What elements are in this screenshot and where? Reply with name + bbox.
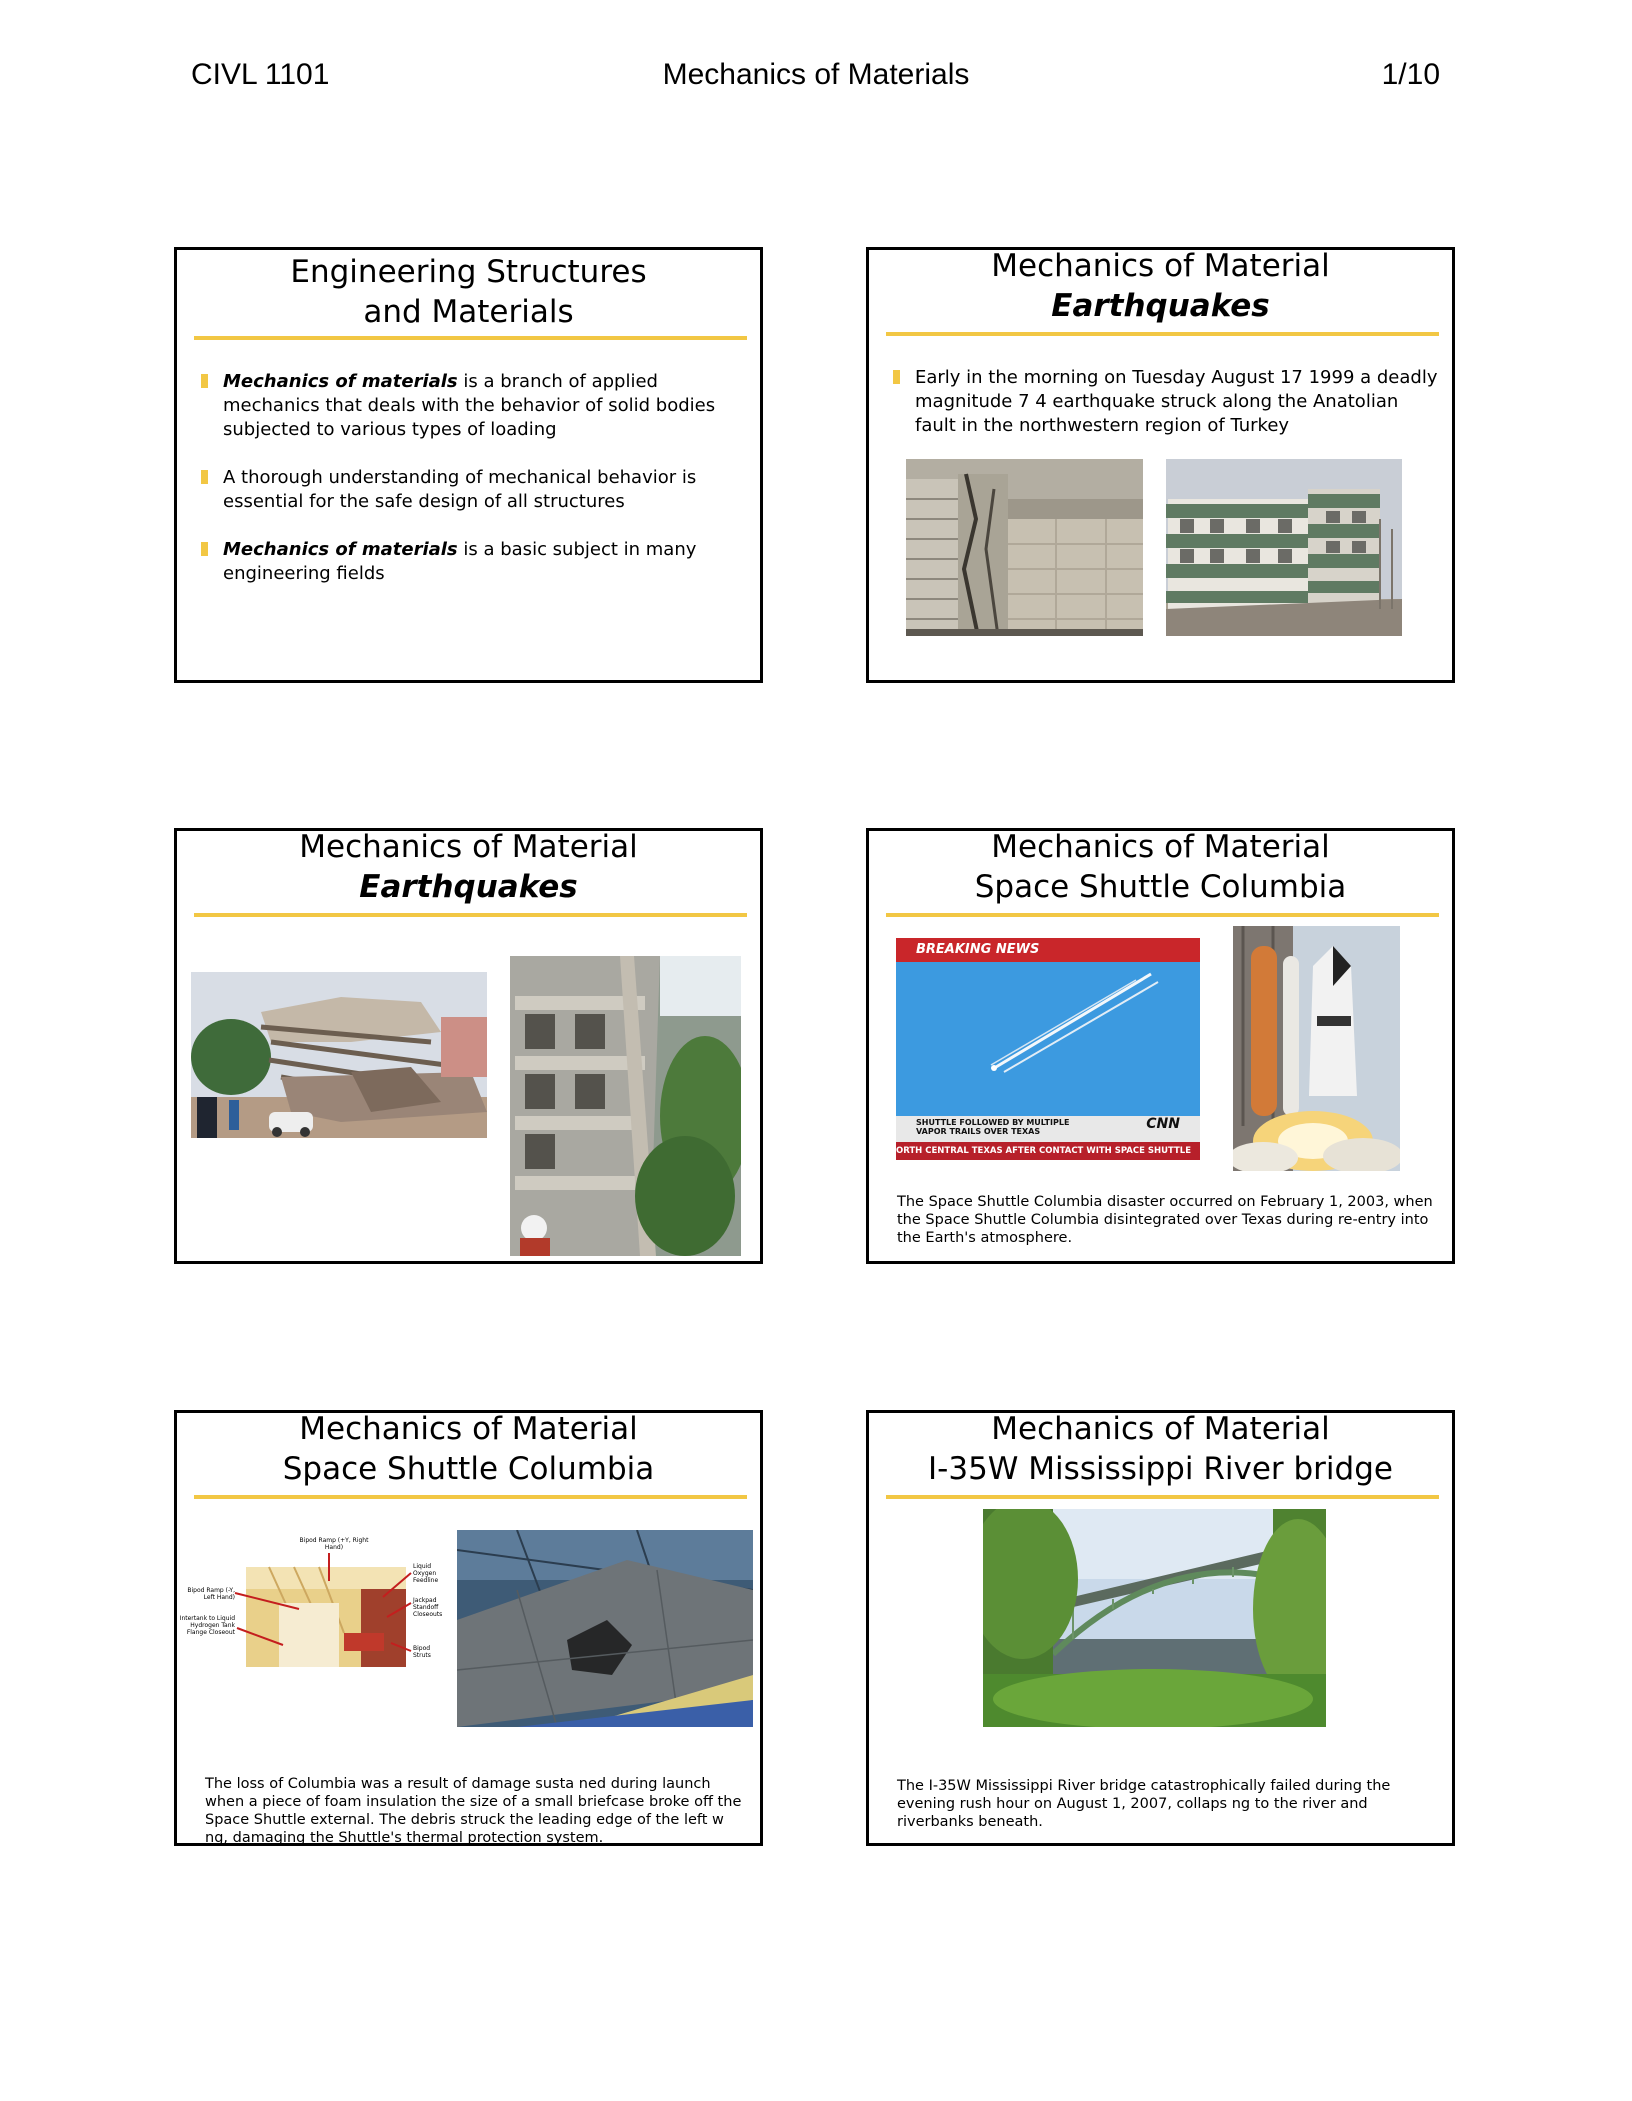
slide-engineering-structures (174, 247, 763, 683)
course-code: CIVL 1101 (191, 58, 330, 91)
diagram-label: Bipod Struts (413, 1645, 431, 1659)
slide-title: Mechanics of Material Space Shuttle Columbia (974, 829, 1347, 905)
collapsed-building-photo (191, 972, 487, 1138)
leaning-building-photo (510, 956, 741, 1256)
slide-title: Mechanics of Material Earthquakes (991, 248, 1330, 324)
bullet-marker (893, 370, 900, 384)
bullet-item: Mechanics of materials is a basic subject in many engineering fields (197, 538, 746, 586)
shuttle-launch-photo (1233, 926, 1400, 1171)
news-lower-third: SHUTTLE FOLLOWED BY MULTIPLE VAPOR TRAILS OVER TEXAS CNN ORTH CENTRAL TEXAS AFTER CONTACT WITH SPACE SHUTTLE (896, 1116, 1200, 1160)
news-ticker: ORTH CENTRAL TEXAS AFTER CONTACT WITH SPACE SHUTTLE (896, 1142, 1200, 1160)
title-rule (886, 332, 1439, 336)
bullet-list (889, 366, 1438, 462)
slide-title: Mechanics of Material Space Shuttle Columbia (282, 1411, 655, 1487)
page-title: Mechanics of Materials (662, 58, 970, 91)
slide-title: Engineering Structures and Materials (290, 254, 647, 330)
wing-damage-photo (457, 1530, 753, 1727)
title-rule (194, 913, 747, 917)
diagram-label: Jackpad Standoff Closeouts (413, 1597, 443, 1618)
foam-diagram (179, 1533, 449, 1683)
breaking-news-label: BREAKING NEWS (916, 942, 1040, 957)
bullet-marker (201, 542, 208, 556)
slide-caption: The I-35W Mississippi River bridge catastrophically failed during the evening rush hour on August 1, 2007, collaps ng to the river and riverbanks beneath. (897, 1778, 1391, 1830)
bullet-item: Mechanics of materials is a branch of applied mechanics that deals with the behavior of solid bodies subjected to various types of loading (197, 370, 746, 442)
slide-title: Mechanics of Material I-35W Mississippi River bridge (928, 1411, 1393, 1487)
diagram-label: Intertank to Liquid Hydrogen Tank Flange Closeout (179, 1615, 235, 1636)
slide-earthquakes-2 (174, 828, 763, 1264)
diagram-label: Bipod Ramp (-Y, Left Hand) (187, 1587, 235, 1601)
bridge-photo (983, 1509, 1326, 1727)
slide-columbia-2 (174, 1410, 763, 1846)
title-rule (194, 336, 747, 340)
bullet-list (197, 370, 746, 610)
page-number: 1/10 (1381, 58, 1440, 91)
diagram-label: Liquid Oxygen Feedline (413, 1563, 439, 1584)
slide-i35w-bridge (866, 1410, 1455, 1846)
cracked-column-photo (906, 459, 1143, 636)
slide-caption: The loss of Columbia was a result of damage susta ned during launch when a piece of foam insulation the size of a small briefcase broke off the Space Shuttle external. The debris struck the leading edge of the left w ng, damaging the Shuttle's thermal protection system. (205, 1776, 742, 1846)
slide-caption: The Space Shuttle Columbia disaster occurred on February 1, 2003, when the Space Shuttle Columbia disintegrated over Texas during re-entry into the Earth's atmosphere. (897, 1194, 1433, 1246)
network-logo: CNN (1146, 1116, 1180, 1132)
breaking-news-tv-photo (896, 938, 1200, 1160)
title-rule (194, 1495, 747, 1499)
title-rule (886, 1495, 1439, 1499)
diagram-label: Bipod Ramp (+Y, Right Hand) (299, 1537, 369, 1551)
slide-earthquakes-1 (866, 247, 1455, 683)
title-rule (886, 913, 1439, 917)
bullet-marker (201, 374, 208, 388)
slide-columbia-1 (866, 828, 1455, 1264)
damaged-apartment-photo (1166, 459, 1402, 636)
slide-title: Mechanics of Material Earthquakes (299, 829, 638, 905)
bullet-marker (201, 470, 208, 484)
bullet-item: A thorough understanding of mechanical behavior is essential for the safe design of all structures (197, 466, 746, 514)
bullet-item: Early in the morning on Tuesday August 17 1999 a deadly magnitude 7 4 earthquake struck along the Anatolian fault in the northwestern region of Turkey (889, 366, 1438, 438)
news-banner (896, 938, 1200, 962)
